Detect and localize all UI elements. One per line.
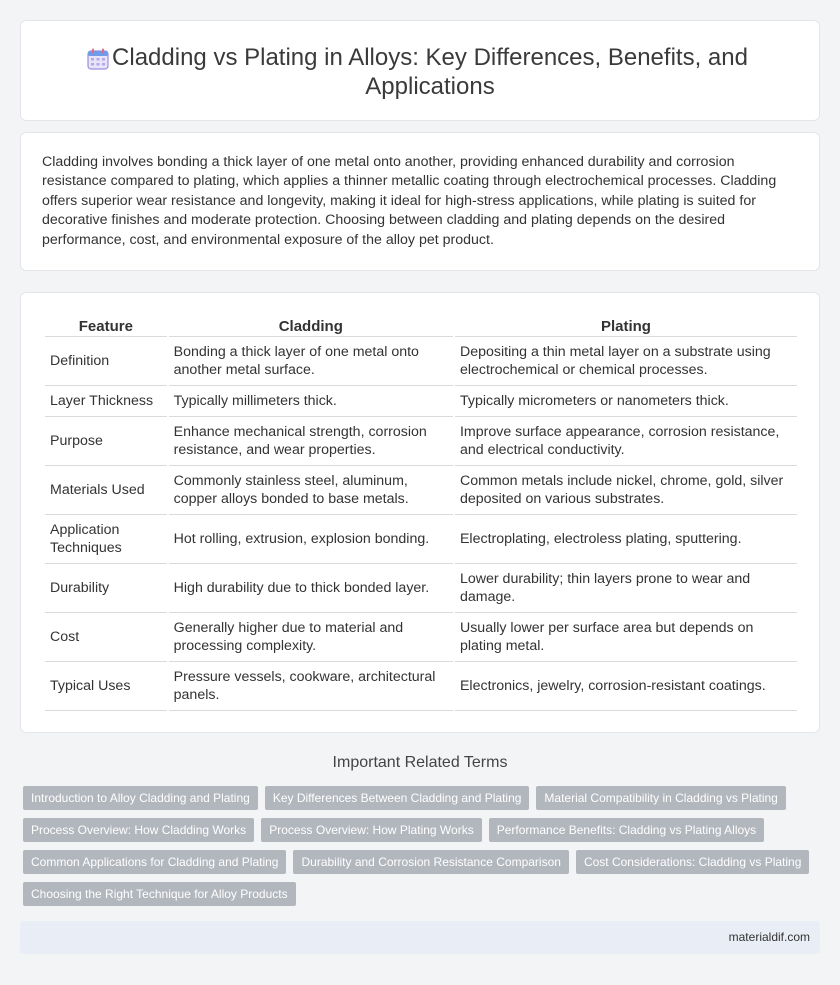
header-card: [20, 20, 820, 121]
page-title: Cladding vs Plating in Alloys: Key Differences, Benefits, and Applications: [112, 44, 748, 100]
feature-cell: Purpose: [45, 417, 167, 466]
footer-site-link[interactable]: materialdif.com: [728, 930, 810, 944]
feature-cell: Materials Used: [45, 466, 167, 515]
feature-cell: Application Techniques: [45, 515, 167, 564]
related-term-tag[interactable]: Process Overview: How Cladding Works: [23, 818, 254, 842]
cladding-cell: Pressure vessels, cookware, architectural panels.: [169, 662, 453, 711]
plating-cell: Lower durability; thin layers prone to wear and damage.: [455, 564, 797, 613]
feature-cell: Layer Thickness: [45, 386, 167, 417]
plating-cell: Typically micrometers or nanometers thick.: [455, 386, 797, 417]
header-feature: Feature: [45, 315, 167, 337]
table-row: [45, 564, 797, 613]
related-term-tag[interactable]: Cost Considerations: Cladding vs Plating: [576, 850, 809, 874]
table-row: [45, 613, 797, 662]
plating-cell: Improve surface appearance, corrosion resistance, and electrical conductivity.: [455, 417, 797, 466]
related-term-tag[interactable]: Material Compatibility in Cladding vs Plating: [536, 786, 785, 810]
footer: [20, 921, 820, 954]
related-term-tag[interactable]: Introduction to Alloy Cladding and Plating: [23, 786, 258, 810]
related-term-tag[interactable]: Process Overview: How Plating Works: [261, 818, 482, 842]
related-term-tag[interactable]: Common Applications for Cladding and Plating: [23, 850, 286, 874]
plating-cell: Electroplating, electroless plating, sputtering.: [455, 515, 797, 564]
related-terms-list: [23, 786, 823, 906]
table-header-row: [45, 315, 797, 337]
cladding-cell: Generally higher due to material and processing complexity.: [169, 613, 453, 662]
plating-cell: Depositing a thin metal layer on a substrate using electrochemical or chemical processes.: [455, 337, 797, 386]
comparison-table: [43, 315, 799, 711]
related-term-tag[interactable]: Durability and Corrosion Resistance Comparison: [293, 850, 568, 874]
cladding-cell: High durability due to thick bonded layer.: [169, 564, 453, 613]
related-terms-title: Important Related Terms: [332, 754, 508, 771]
header-plating: Plating: [455, 315, 797, 337]
cladding-cell: Hot rolling, extrusion, explosion bonding.: [169, 515, 453, 564]
related-term-tag[interactable]: Performance Benefits: Cladding vs Plating Alloys: [489, 818, 764, 842]
table-row: [45, 417, 797, 466]
related-term-tag[interactable]: Choosing the Right Technique for Alloy Products: [23, 882, 296, 906]
table-row: [45, 337, 797, 386]
plating-cell: Usually lower per surface area but depends on plating metal.: [455, 613, 797, 662]
feature-cell: Durability: [45, 564, 167, 613]
feature-cell: Typical Uses: [45, 662, 167, 711]
plating-cell: Electronics, jewelry, corrosion-resistant coatings.: [455, 662, 797, 711]
summary-card: [20, 132, 820, 271]
cladding-cell: Typically millimeters thick.: [169, 386, 453, 417]
table-row: [45, 662, 797, 711]
cladding-cell: Enhance mechanical strength, corrosion resistance, and wear properties.: [169, 417, 453, 466]
comparison-table-card: [20, 292, 820, 733]
table-row: [45, 466, 797, 515]
header-cladding: Cladding: [169, 315, 453, 337]
table-row: [45, 515, 797, 564]
feature-cell: Definition: [45, 337, 167, 386]
plating-cell: Common metals include nickel, chrome, gold, silver deposited on various substrates.: [455, 466, 797, 515]
feature-cell: Cost: [45, 613, 167, 662]
cladding-cell: Bonding a thick layer of one metal onto another metal surface.: [169, 337, 453, 386]
table-row: [45, 386, 797, 417]
cladding-cell: Commonly stainless steel, aluminum, copper alloys bonded to base metals.: [169, 466, 453, 515]
related-term-tag[interactable]: Key Differences Between Cladding and Plating: [265, 786, 530, 810]
summary-text: Cladding involves bonding a thick layer of one metal onto another, providing enhanced durability and corrosion resistance compared to plating, which applies a thinner metallic coating through electrochemical processes. Cladding offers superior wear resistance and longevity, making it ideal for high-stress applications, while plating is suited for decorative finishes and moderate protection. Choosing between cladding and plating depends on the desired performance, cost, and environmental exposure of the alloy pet product.: [42, 154, 777, 248]
